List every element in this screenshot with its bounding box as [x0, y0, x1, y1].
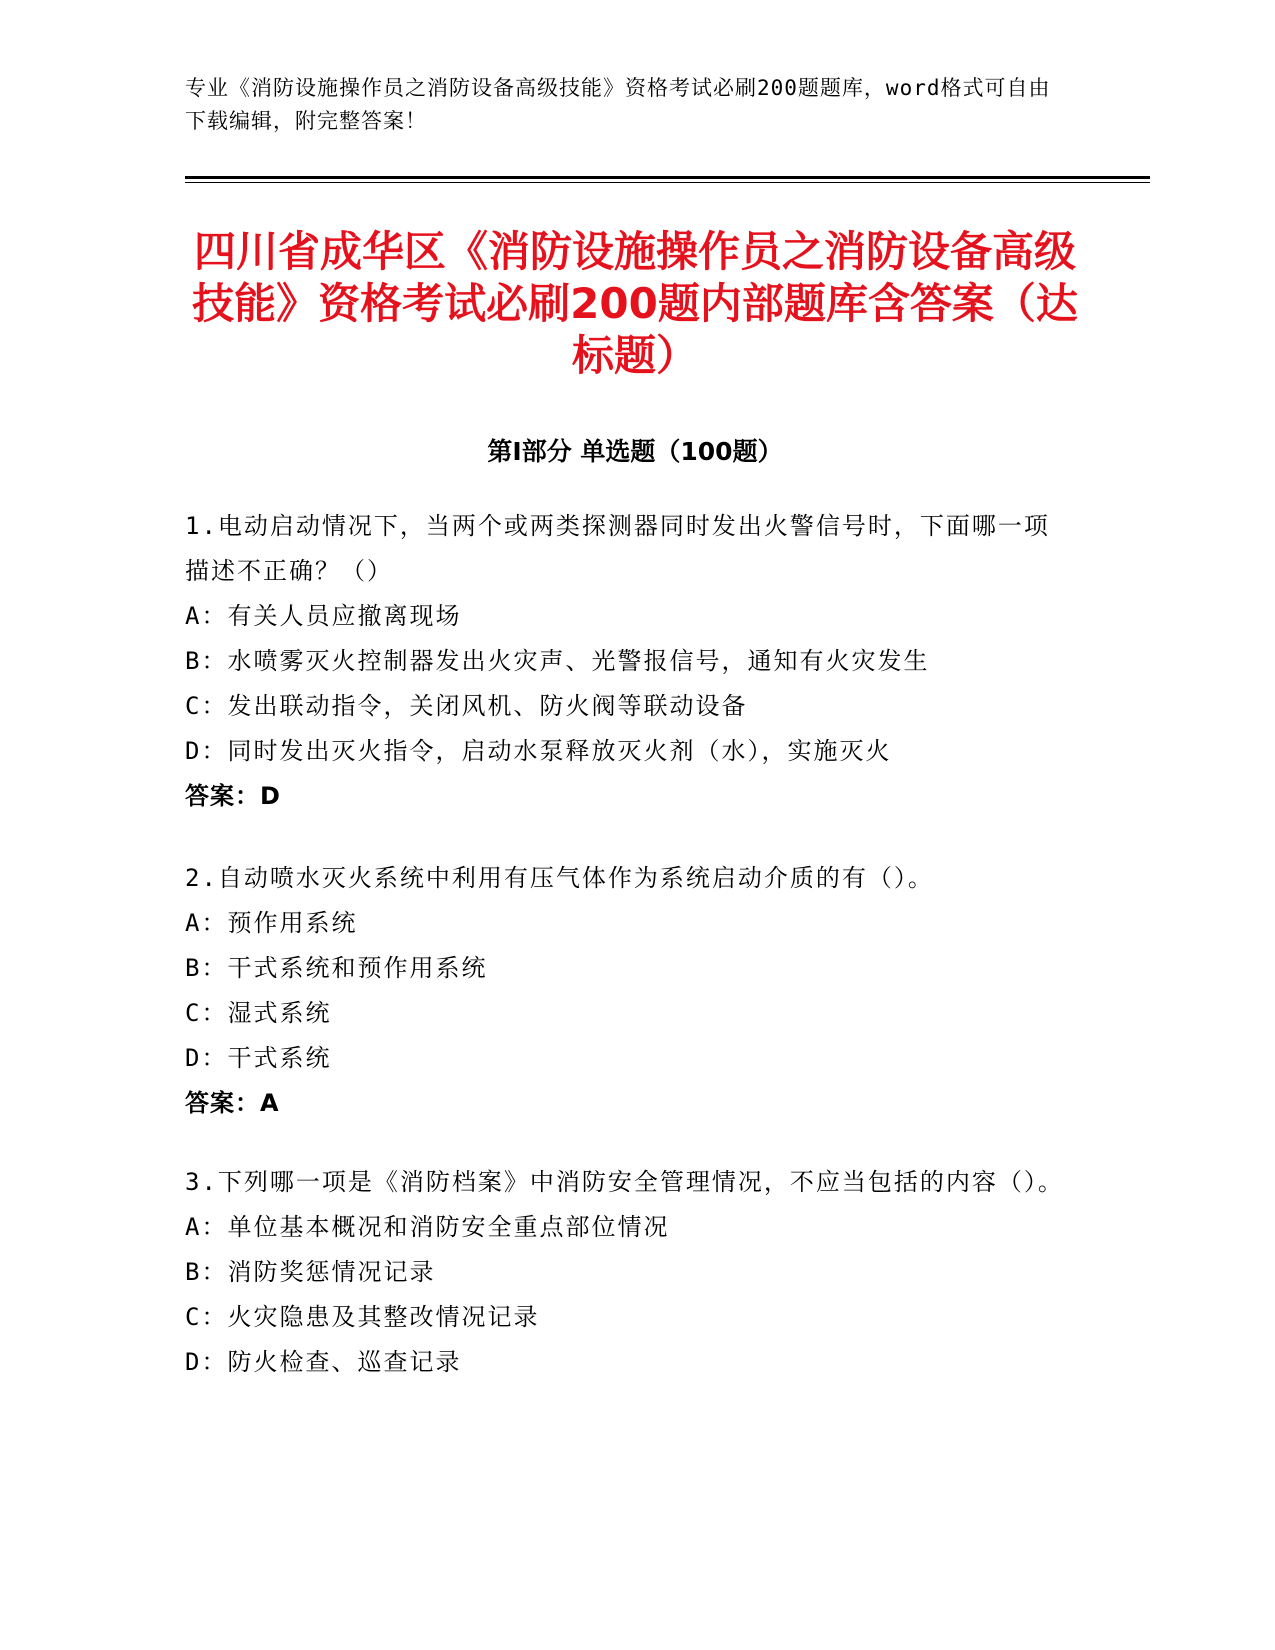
option-a: A：有关人员应撤离现场: [185, 602, 462, 630]
question-3: [185, 1160, 1065, 1385]
answer: 答案：A: [185, 1089, 280, 1117]
section-heading: 第Ⅰ部分 单选题（100题）: [487, 437, 783, 466]
option-d: D：同时发出灭火指令，启动水泵释放灭火剂（水），实施灭火: [185, 737, 892, 765]
answer: 答案：D: [185, 782, 281, 810]
document-title: 四川省成华区《消防设施操作员之消防设备高级技能》资格考试必刷200题内部题库含答案（达标题）: [192, 227, 1078, 380]
option-a: A：单位基本概况和消防安全重点部位情况: [185, 1213, 670, 1241]
option-b: B：干式系统和预作用系统: [185, 954, 488, 982]
question-stem: 3.下列哪一项是《消防档案》中消防安全管理情况，不应当包括的内容（）。: [185, 1168, 1064, 1196]
header-note: 专业《消防设施操作员之消防设备高级技能》资格考试必刷200题题库，word格式可自由下载编辑，附完整答案！: [185, 76, 1051, 133]
header-divider-thick: [185, 176, 1150, 179]
question-stem: 1.电动启动情况下，当两个或两类探测器同时发出火警信号时，下面哪一项描述不正确？（）: [185, 512, 1050, 585]
option-c: C：湿式系统: [185, 999, 332, 1027]
option-d: D：干式系统: [185, 1044, 332, 1072]
question-2: [185, 856, 1065, 1126]
option-b: B：消防奖惩情况记录: [185, 1258, 436, 1286]
question-1: [185, 504, 1065, 819]
option-a: A：预作用系统: [185, 909, 358, 937]
option-c: C：发出联动指令，关闭风机、防火阀等联动设备: [185, 692, 748, 720]
header-divider-thin: [185, 182, 1150, 183]
option-b: B：水喷雾灭火控制器发出火灾声、光警报信号，通知有火灾发生: [185, 647, 930, 675]
option-d: D：防火检查、巡查记录: [185, 1348, 462, 1376]
question-stem: 2.自动喷水灭火系统中利用有压气体作为系统启动介质的有（）。: [185, 864, 934, 892]
option-c: C：火灾隐患及其整改情况记录: [185, 1303, 540, 1331]
